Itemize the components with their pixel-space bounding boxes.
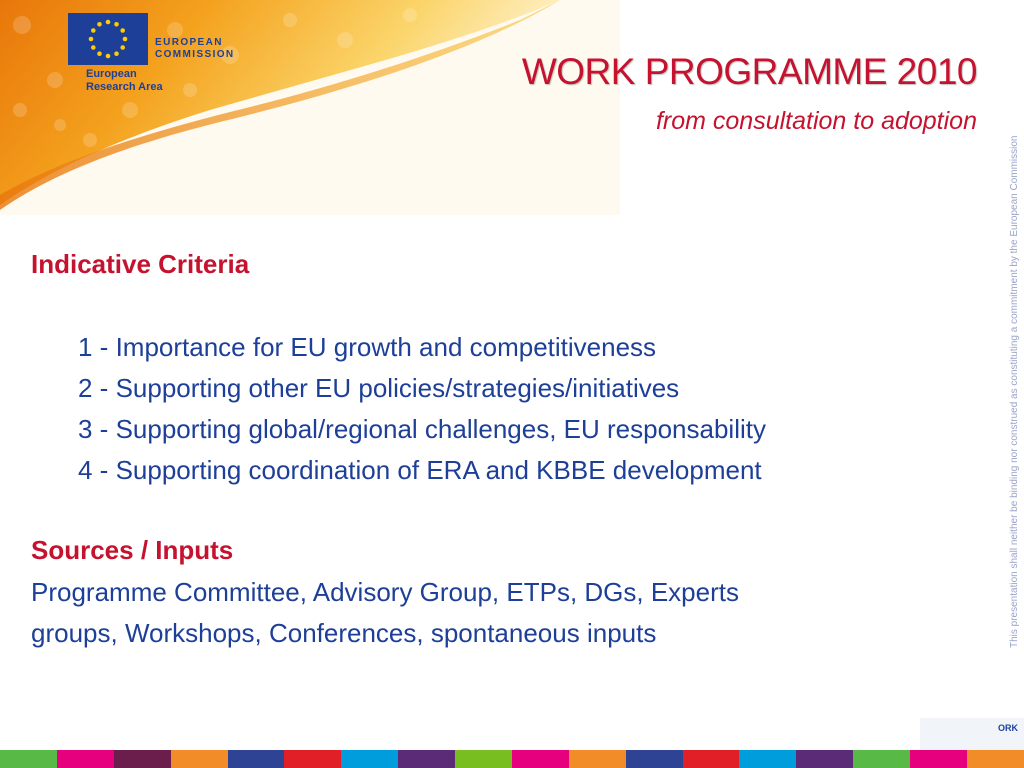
criteria-item: 1 - Importance for EU growth and competitiveness (78, 332, 657, 362)
color-stripe (626, 750, 683, 768)
color-stripe (683, 750, 740, 768)
corner-mark: ORK (998, 723, 1018, 733)
color-stripe (341, 750, 398, 768)
criteria-heading: Indicative Criteria (31, 249, 250, 279)
color-stripe (228, 750, 285, 768)
sources-text: Programme Committee, Advisory Group, ETPs, DGs, Experts groups, Workshops, Conferences, spontaneous inputs (31, 577, 739, 648)
color-stripe (398, 750, 455, 768)
criteria-item: 3 - Supporting global/regional challenges, EU responsability (78, 414, 766, 444)
disclaimer-text: This presentation shall neither be binding nor construed as constituting a commitment by the European Commission (1009, 135, 1020, 648)
criteria-list (78, 327, 766, 491)
color-stripe (512, 750, 569, 768)
sources-heading: Sources / Inputs (31, 535, 234, 565)
color-stripe (114, 750, 171, 768)
color-stripe (967, 750, 1024, 768)
color-stripe (569, 750, 626, 768)
color-stripe (171, 750, 228, 768)
color-stripe (0, 750, 57, 768)
research-area-name: European Research Area (86, 68, 163, 93)
color-stripe (796, 750, 853, 768)
criteria-item: 2 - Supporting other EU policies/strategies/initiatives (78, 373, 680, 403)
slide-title: WORK PROGRAMME 2010 (521, 51, 977, 92)
commission-name: EUROPEAN COMMISSION (155, 37, 235, 60)
eu-flag-icon (68, 13, 148, 65)
color-stripe (739, 750, 796, 768)
color-stripe (455, 750, 512, 768)
criteria-item: 4 - Supporting coordination of ERA and KBBE development (78, 455, 762, 485)
slide-subtitle: from consultation to adoption (655, 107, 977, 135)
color-stripe (57, 750, 114, 768)
color-stripe (910, 750, 967, 768)
color-stripe-bar (0, 750, 1024, 768)
corner-badge (920, 718, 1024, 750)
color-stripe (284, 750, 341, 768)
color-stripe (853, 750, 910, 768)
